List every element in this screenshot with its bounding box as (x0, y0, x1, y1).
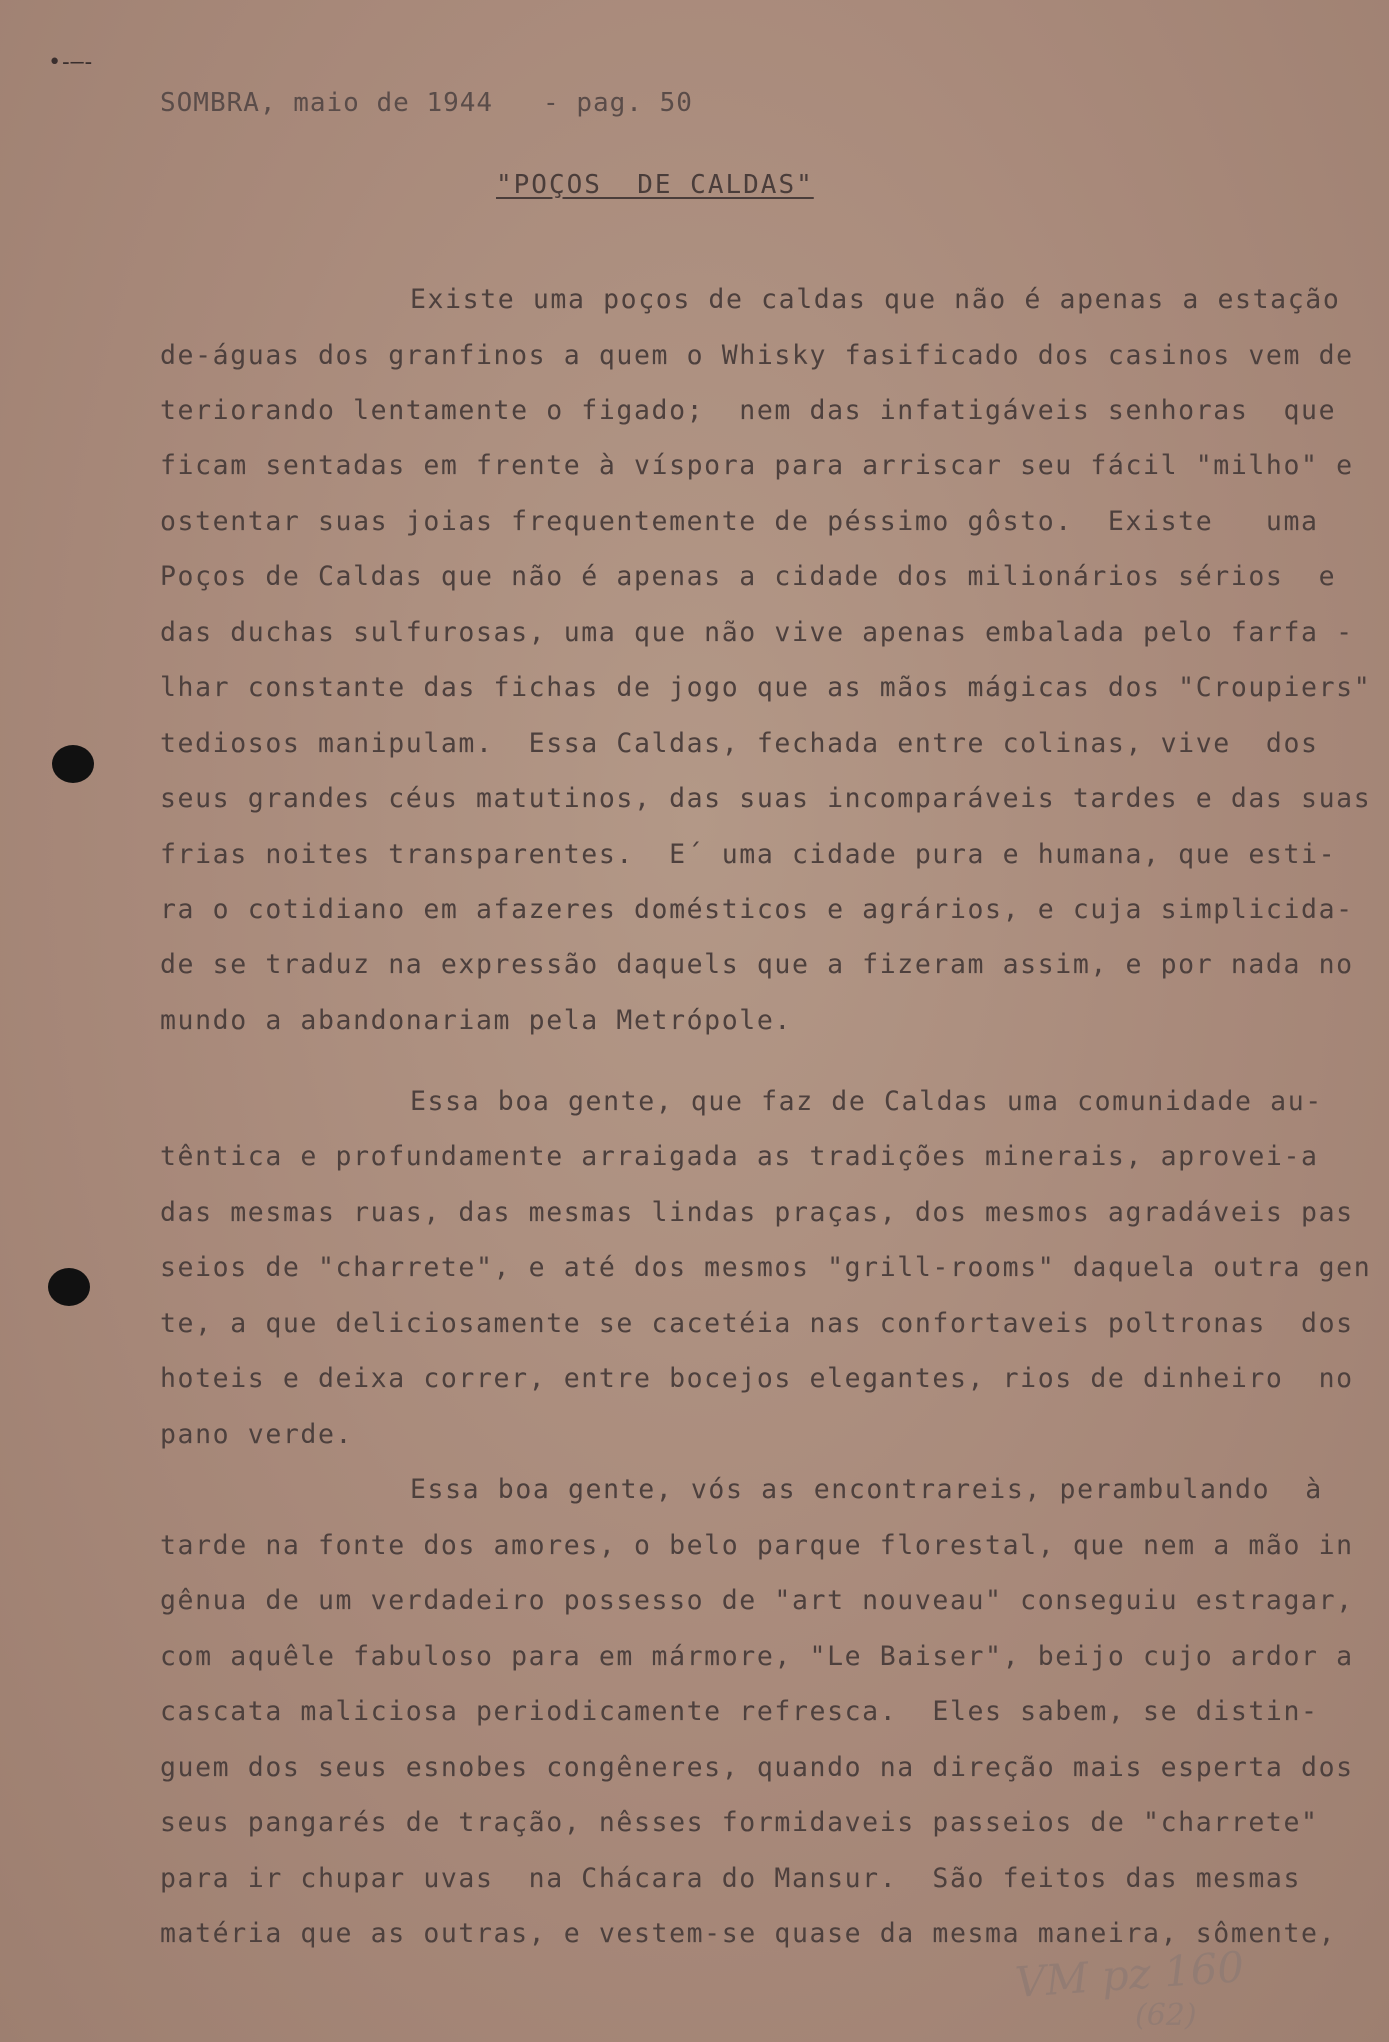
body-line: tarde na fonte dos amores, o belo parque florestal, que nem a mão in (160, 1530, 1354, 1561)
body-line: Existe uma poços de caldas que não é apenas a estação (410, 284, 1341, 315)
body-line: ficam sentadas em frente à víspora para arriscar seu fácil "milho" e (160, 450, 1354, 481)
body-line: frias noites transparentes. E´ uma cidade pura e humana, que esti- (160, 839, 1337, 870)
punch-hole-icon (48, 1268, 90, 1306)
pencil-annotation: VM pz 160 (1013, 1942, 1246, 2007)
body-line: gênua de um verdadeiro possesso de "art nouveau" conseguiu estragar, (160, 1585, 1354, 1616)
body-line: seios de "charrete", e até dos mesmos "grill-rooms" daquela outra gen (160, 1252, 1372, 1283)
body-line: Essa boa gente, que faz de Caldas uma comunidade au- (410, 1086, 1323, 1117)
body-line: te, a que deliciosamente se cacetéia nas confortaveis poltronas dos (160, 1308, 1354, 1339)
pencil-annotation-sub: (62) (1135, 1998, 1197, 2033)
body-line: seus grandes céus matutinos, das suas incomparáveis tardes e das suas (160, 783, 1372, 814)
body-line: hoteis e deixa correr, entre bocejos elegantes, rios de dinheiro no (160, 1363, 1354, 1394)
punch-hole-icon (52, 745, 94, 783)
body-line: cascata maliciosa periodicamente refresca. Eles sabem, se distin- (160, 1696, 1319, 1727)
body-line: com aquêle fabuloso para em mármore, "Le Baiser", beijo cujo ardor a (160, 1641, 1354, 1672)
body-line: das duchas sulfurosas, uma que não vive apenas embalada pelo farfa - (160, 617, 1354, 648)
body-line: Essa boa gente, vós as encontrareis, perambulando à (410, 1474, 1323, 1505)
body-line: têntica e profundamente arraigada as tradições minerais, aprovei-a (160, 1141, 1319, 1172)
body-line: Poços de Caldas que não é apenas a cidade dos milionários sérios e (160, 561, 1337, 592)
body-line: lhar constante das fichas de jogo que as mãos mágicas dos "Croupiers" (160, 672, 1372, 703)
body-line: de se traduz na expressão daquels que a fizeram assim, e por nada no (160, 949, 1354, 980)
body-line: ra o cotidiano em afazeres domésticos e agrários, e cuja simplicida- (160, 894, 1354, 925)
corner-mark-icon: •‑–‑ (48, 50, 93, 75)
page-title (496, 170, 814, 200)
body-line: tediosos manipulam. Essa Caldas, fechada entre colinas, vive dos (160, 728, 1319, 759)
body-line: para ir chupar uvas na Chácara do Mansur. São feitos das mesmas (160, 1863, 1302, 1894)
body-line: mundo a abandonariam pela Metrópole. (160, 1005, 792, 1036)
body-line: seus pangarés de tração, nêsses formidaveis passeios de "charrete" (160, 1807, 1319, 1838)
title-text: "POÇOS DE CALDAS" (496, 170, 814, 200)
body-line: guem dos seus esnobes congêneres, quando na direção mais esperta dos (160, 1752, 1354, 1783)
body-line: das mesmas ruas, das mesmas lindas praças, dos mesmos agradáveis pas (160, 1197, 1354, 1228)
body-line: matéria que as outras, e vestem-se quase da mesma maneira, sômente, (160, 1918, 1337, 1949)
body-line: de-águas dos granfinos a quem o Whisky fasificado dos casinos vem de (160, 340, 1354, 371)
body-line: ostentar suas joias frequentemente de péssimo gôsto. Existe uma (160, 506, 1319, 537)
body-line: pano verde. (160, 1419, 354, 1450)
page-header: SOMBRA, maio de 1944 - pag. 50 (160, 88, 693, 118)
body-line: teriorando lentamente o figado; nem das infatigáveis senhoras que (160, 395, 1337, 426)
